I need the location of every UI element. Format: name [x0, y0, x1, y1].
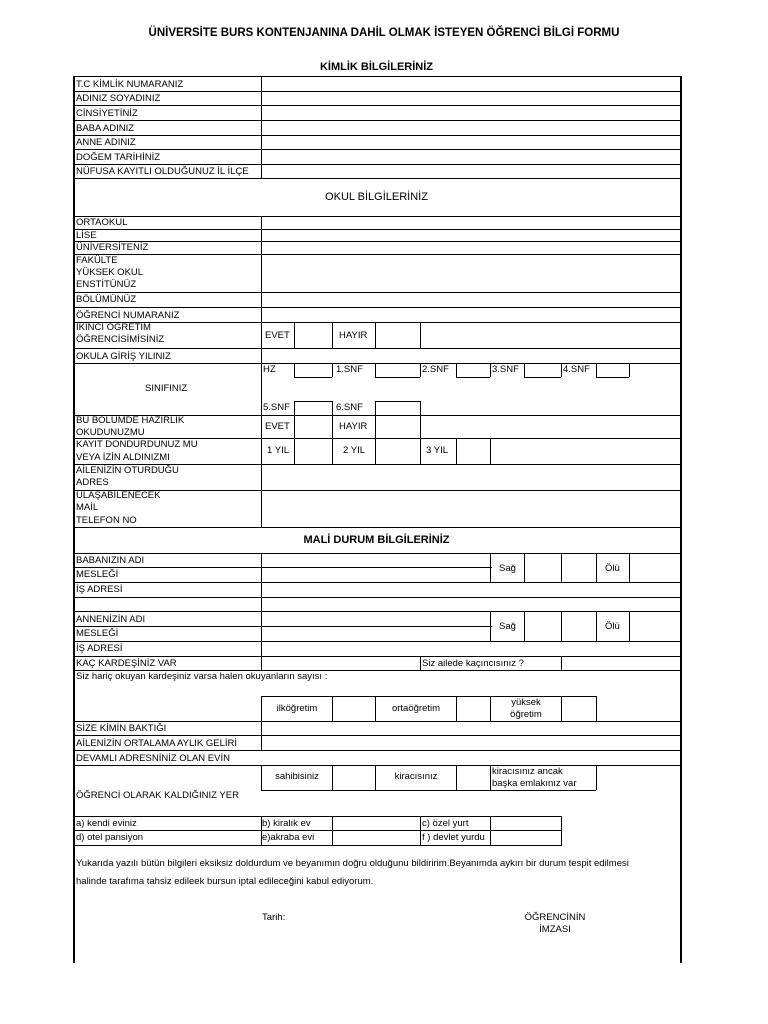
- kardes-input[interactable]: [262, 657, 420, 670]
- yil-2-box[interactable]: [376, 439, 420, 464]
- mali-heading: MALİ DURUM BİLGİLERİNİZ: [303, 534, 450, 546]
- hazirlik-label-2: OKUDUNUZMU: [76, 427, 145, 438]
- ikinci-hayir-label: HAYIR: [339, 330, 368, 341]
- ikinci-evet-label: EVET: [265, 330, 290, 341]
- baba-adi-input[interactable]: [262, 121, 678, 135]
- iletisim-label-1: ULAŞABİLENECEK: [76, 490, 161, 501]
- yer-c-box[interactable]: [491, 817, 561, 830]
- ilkogretim-box[interactable]: [333, 697, 375, 721]
- yer-c: c) özel yurt: [422, 818, 469, 829]
- devamli-adres-label: DEVAMLI ADRESNİNİZ OLAN EVİN: [76, 753, 230, 764]
- kiracisiniz-label: kiracısınız: [394, 771, 438, 782]
- sinif-label: SINIFINIZ: [145, 383, 188, 394]
- universite-label: ÜNİVERSİTENİZ: [76, 242, 149, 253]
- aile-adres-label-1: AİLENİZİN OTURDUĞU: [76, 465, 179, 476]
- sinif-1-box[interactable]: [376, 364, 420, 377]
- dogum-tarihi-label: DOĞEM TARİHİNİZ: [76, 152, 161, 163]
- yer-f: f ) devlet yurdu: [422, 832, 485, 843]
- sahibisiniz-box[interactable]: [333, 766, 375, 790]
- aile-adres-input[interactable]: [262, 465, 678, 490]
- tc-label: T.C KİMLİK NUMARANIZ: [76, 79, 184, 90]
- declaration-line-1: Yukarıda yazılı bütün bilgileri eksiksiz doldurdum ve beyanımın doğru olduğunu bildiririm.Beyanımda aykırı bir durum tespit edilmesi: [76, 858, 629, 869]
- ogrenci-no-label: ÖĞRENCİ NUMARANIZ: [76, 310, 180, 321]
- yuksek-label-2: öğretim: [510, 709, 542, 720]
- baba-sag-label: Sağ: [499, 563, 516, 574]
- ortaokul-label: ORTAOKUL: [76, 217, 128, 228]
- anne-meslek-label: MESLEĞİ: [76, 628, 119, 639]
- kiraci-ancak-label-1: kiracısınız ancak: [492, 766, 563, 777]
- yuksekokul-label: YÜKSEK OKUL: [76, 267, 144, 278]
- anne-adi-label: ANNE ADINIZ: [76, 137, 136, 148]
- ikinci-evet-box[interactable]: [295, 323, 332, 348]
- ikinci-ogretim-label-1: İKİNCİ ÖĞRETİM: [76, 322, 151, 333]
- hazirlik-label-1: BU BÖLÜMDE HAZIRLIK: [76, 415, 185, 426]
- yer-f-box[interactable]: [491, 831, 561, 845]
- kayit-label-1: KAYIT DONDURDUNUZ MU: [76, 439, 198, 450]
- imza-label-2: İMZASI: [539, 924, 571, 935]
- anne-olu-box[interactable]: [630, 612, 678, 641]
- hazirlik-hayir-label: HAYIR: [339, 421, 368, 432]
- yer-d: d) otel pansiyon: [76, 832, 144, 843]
- kacinci-input[interactable]: [562, 657, 678, 670]
- gelir-input[interactable]: [262, 736, 678, 750]
- gelir-label: AİLENİZİN ORTALAMA AYLIK GELİRİ: [76, 738, 238, 749]
- enstitu-label: ENSTİTÜNÜZ: [76, 279, 137, 290]
- hazirlik-hayir-box[interactable]: [376, 416, 420, 438]
- ad-soyad-label: ADINIZ SOYADINIZ: [76, 93, 161, 104]
- imza-label-1: ÖĞRENCİNİN: [524, 912, 586, 923]
- iletisim-label-3: TELEFON NO: [76, 515, 137, 526]
- sinif-6: 6.SNF: [336, 402, 363, 413]
- anne-adi-mali-label: ANNENİZİN ADI: [76, 614, 146, 625]
- sinif-6-box[interactable]: [376, 402, 420, 415]
- sinif-1: 1.SNF: [336, 364, 363, 375]
- lise-label: LİSE: [76, 230, 97, 241]
- yer-e-box[interactable]: [333, 831, 420, 845]
- baba-olu-box[interactable]: [630, 554, 678, 582]
- fakulte-label: FAKÜLTE: [76, 255, 118, 266]
- kardes-label: KAÇ KARDEŞİNİZ VAR: [76, 658, 177, 669]
- kiracisiniz-box[interactable]: [457, 766, 490, 790]
- bolum-label: BÖLÜMÜNÜZ: [76, 294, 137, 305]
- sinif-5: 5.SNF: [263, 402, 290, 413]
- bakan-input[interactable]: [262, 722, 678, 735]
- ortaogretim-box[interactable]: [457, 697, 490, 721]
- okuyan-label: Siz hariç okuyan kardeşiniz varsa halen okuyanların sayısı :: [76, 671, 328, 682]
- yer-b-box[interactable]: [333, 817, 420, 830]
- yer-e: e)akraba evi: [262, 832, 315, 843]
- aile-adres-label-2: ADRES: [76, 477, 109, 488]
- dogum-tarihi-input[interactable]: [262, 150, 678, 164]
- hazirlik-evet-box[interactable]: [295, 416, 332, 438]
- bakan-label: SİZE KİMİN BAKTIĞI: [76, 723, 167, 734]
- kimlik-heading: KİMLİK BİLGİLERİNİZ: [319, 61, 434, 73]
- giris-yili-label: OKULA GİRİŞ YILINIZ: [76, 351, 171, 362]
- kaldiginiz-yer-label: ÖĞRENCİ OLARAK KALDIĞINIZ YER: [76, 790, 239, 801]
- sinif-hz: HZ: [263, 364, 276, 375]
- sinif-3-box[interactable]: [525, 364, 561, 377]
- yer-a: a) kendi eviniz: [76, 818, 137, 829]
- cinsiyet-input[interactable]: [262, 106, 678, 120]
- hazirlik-evet-label: EVET: [265, 421, 290, 432]
- kiraci-ancak-label-2: başka emlakınız var: [492, 778, 577, 789]
- sinif-hz-box[interactable]: [295, 364, 332, 377]
- iletisim-input[interactable]: [262, 491, 678, 527]
- anne-sag-box[interactable]: [525, 612, 561, 641]
- yer-b: b) kiralık ev: [262, 818, 311, 829]
- kacinci-label: Siz ailede kaçıncısınız ?: [422, 658, 524, 669]
- ilkogretim-label: ilköğretim: [276, 703, 318, 714]
- yuksek-label-1: yüksek: [511, 697, 541, 708]
- sinif-3: 3.SNF: [492, 364, 519, 375]
- sinif-2: 2.SNF: [422, 364, 449, 375]
- baba-adi-label: BABA ADINIZ: [76, 123, 135, 134]
- baba-is-adresi-label: İŞ ADRESİ: [76, 584, 123, 595]
- kayit-label-2: VEYA İZİN ALDINIZMI: [76, 452, 170, 463]
- okul-heading: OKUL BİLGİLERİNİZ: [325, 191, 428, 203]
- baba-olu-label: Ölü: [605, 563, 620, 574]
- yil-3-label: 3 YIL: [426, 445, 449, 456]
- yuksek-box[interactable]: [562, 697, 596, 721]
- ikinci-ogretim-label-2: ÖĞRENCİSİMİSİNİZ: [76, 334, 165, 345]
- sinif-5-box[interactable]: [295, 402, 332, 415]
- nufus-label: NÜFUSA KAYITLI OLDUĞUNUZ İL İLÇE: [76, 166, 249, 177]
- anne-adi-input[interactable]: [262, 136, 678, 149]
- yil-2-label: 2 YIL: [343, 445, 366, 456]
- sinif-2-box[interactable]: [457, 364, 490, 377]
- tarih-label: Tarih:: [262, 912, 286, 923]
- anne-sag-label: Sağ: [499, 621, 516, 632]
- baba-meslek-label: MESLEĞİ: [76, 569, 119, 580]
- form-title: ÜNİVERSİTE BURS KONTENJANINA DAHİL OLMAK İSTEYEN ÖĞRENCİ BİLGİ FORMU: [148, 27, 620, 39]
- ikinci-hayir-box[interactable]: [376, 323, 420, 348]
- baba-adi-mali-label: BABANIZIN ADI: [76, 555, 145, 566]
- yil-3-box[interactable]: [457, 439, 490, 464]
- sinif-4-box[interactable]: [597, 364, 629, 377]
- declaration-line-2: halinde tarafıma tahsiz edileek bursun iptal edileceğini kabul ediyorum.: [76, 876, 374, 887]
- baba-sag-box[interactable]: [525, 554, 561, 582]
- ortaogretim-label: ortaöğretim: [391, 703, 441, 714]
- anne-is-adresi-label: İŞ ADRESİ: [76, 643, 123, 654]
- tc-input[interactable]: [262, 77, 678, 91]
- iletisim-label-2: MAİL: [76, 502, 99, 513]
- sahibisiniz-label: sahibisiniz: [275, 771, 319, 782]
- cinsiyet-label: CİNSİYETİNİZ: [76, 108, 138, 119]
- yil-1-box[interactable]: [295, 439, 332, 464]
- ad-soyad-input[interactable]: [262, 92, 678, 105]
- nufus-input[interactable]: [262, 165, 678, 178]
- anne-olu-label: Ölü: [605, 621, 620, 632]
- sinif-4: 4.SNF: [563, 364, 590, 375]
- yil-1-label: 1 YIL: [267, 445, 290, 456]
